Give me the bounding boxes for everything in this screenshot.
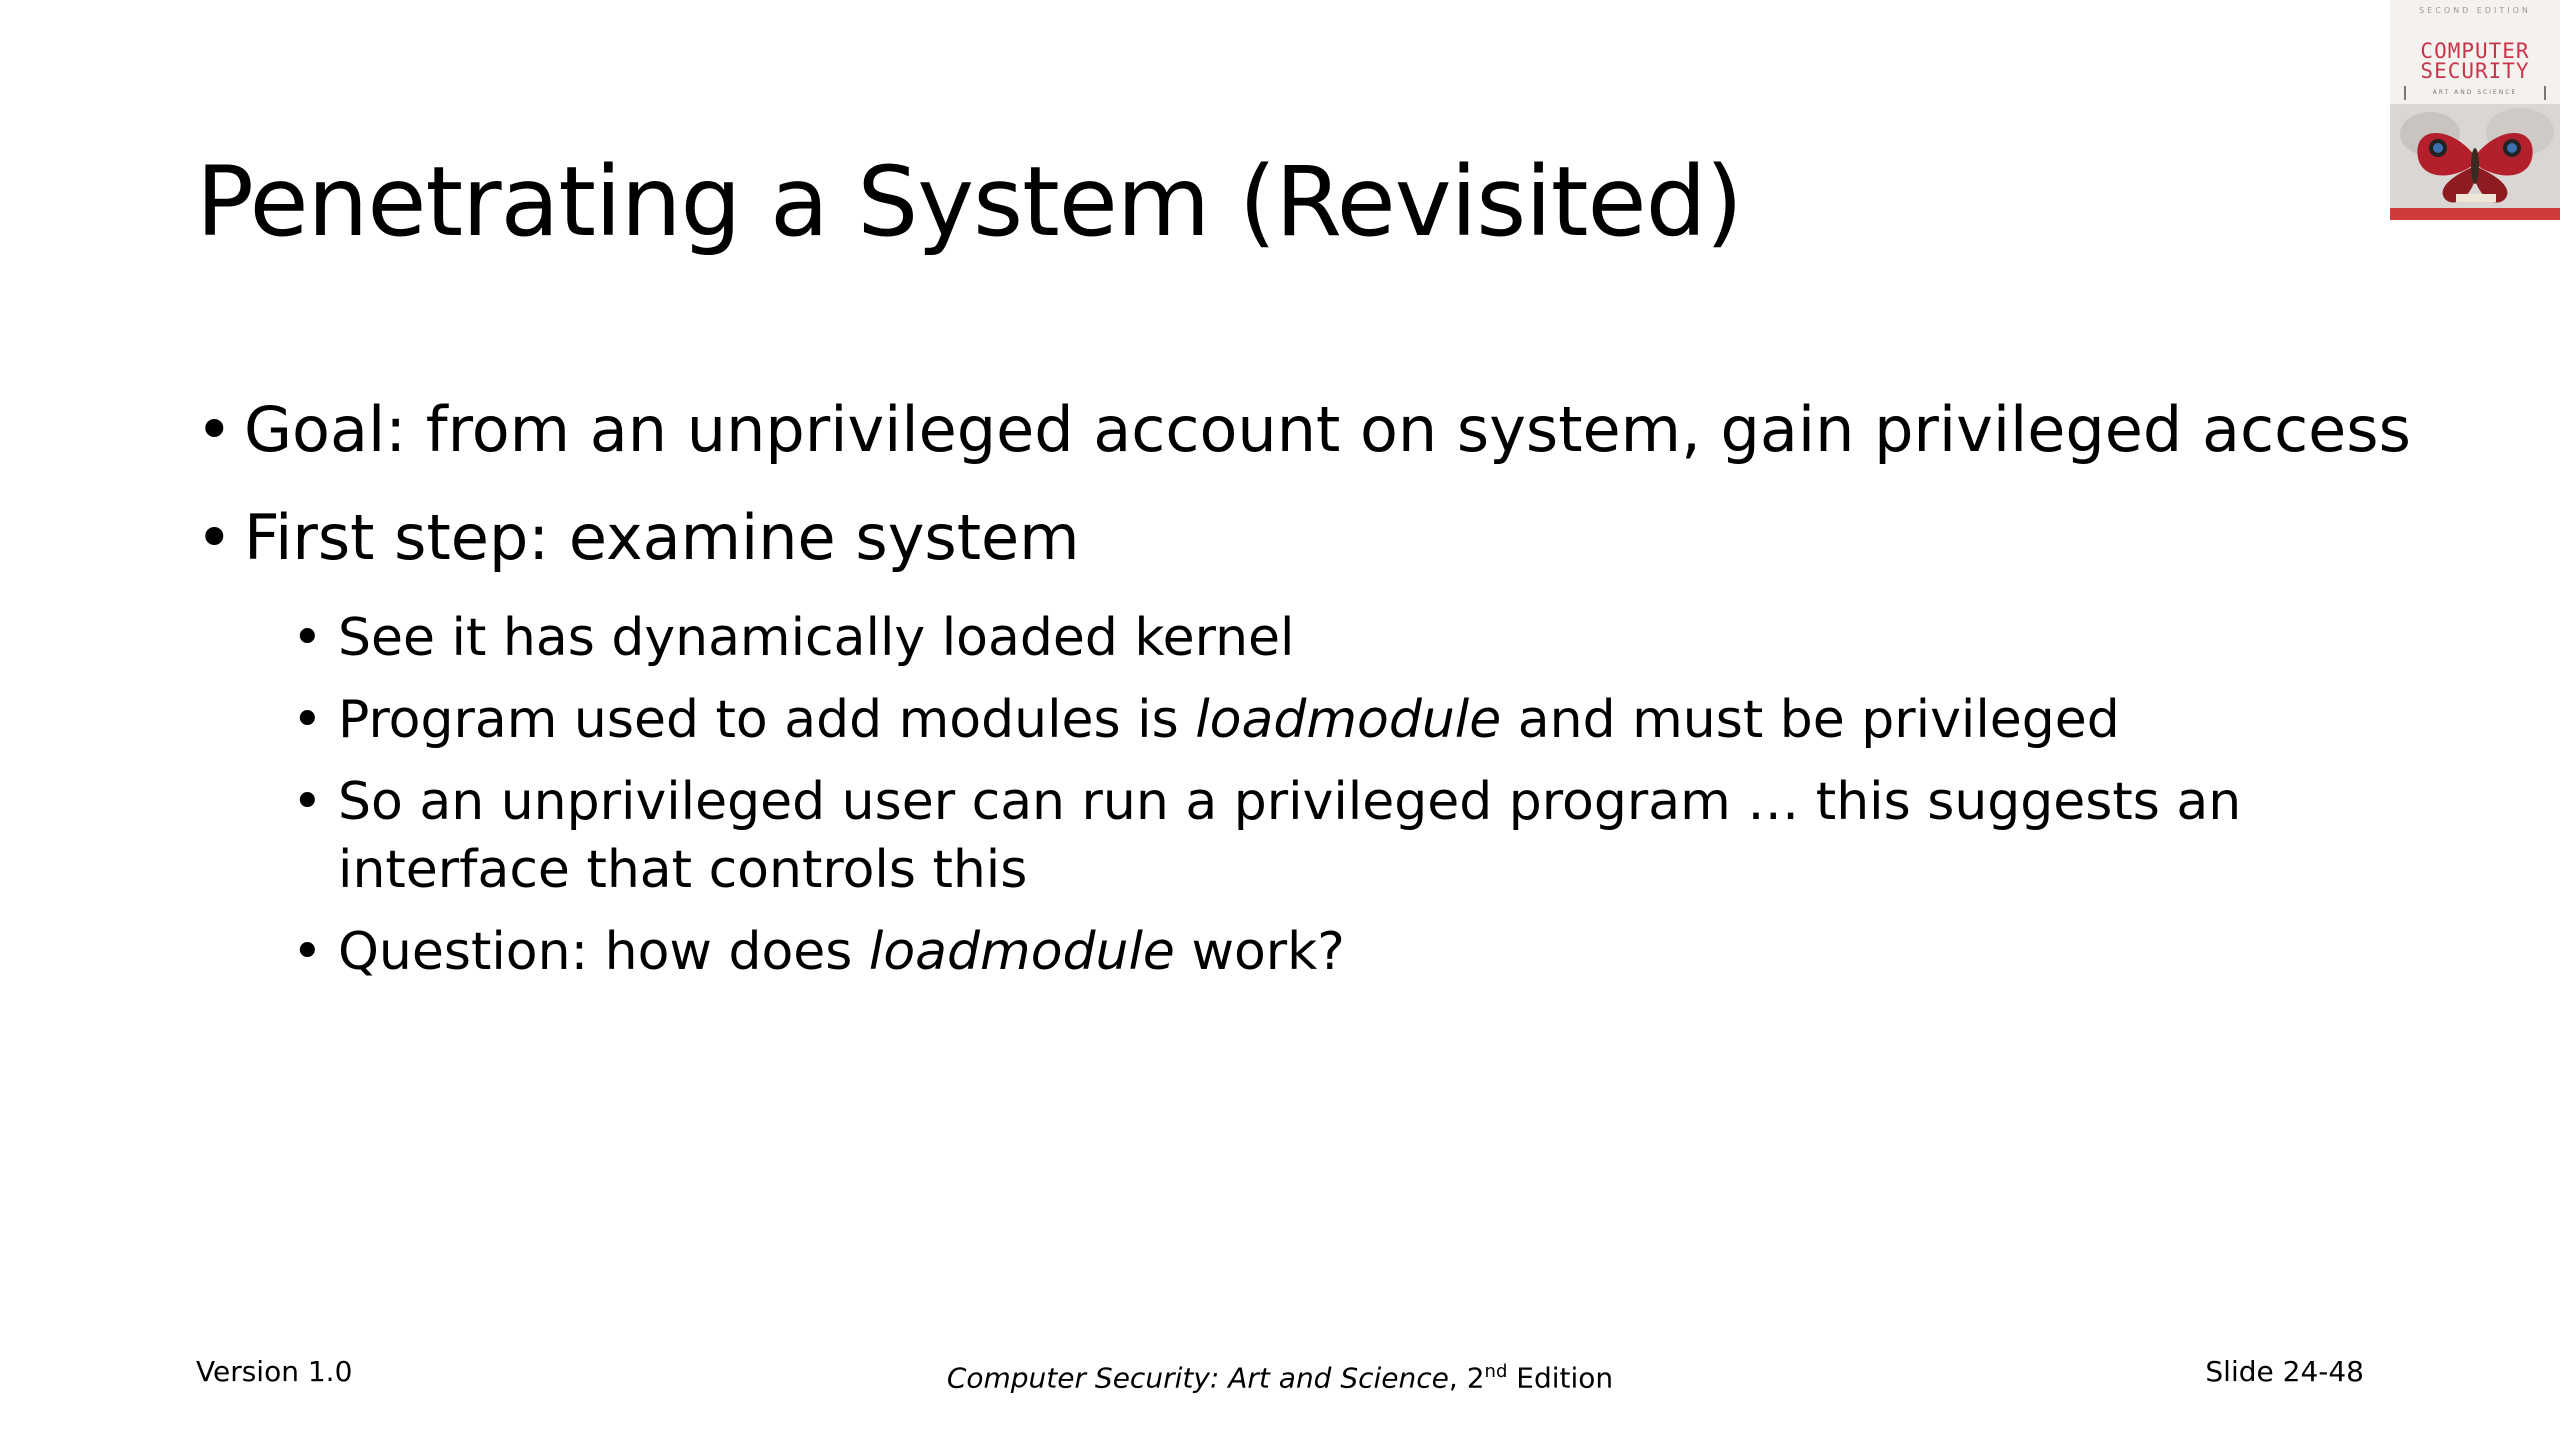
cover-title-line-1: COMPUTER	[2420, 39, 2530, 63]
bullet-text-part: work?	[1174, 922, 1345, 982]
bullet-text-part: Question: how does	[338, 922, 869, 982]
footer-book-title: Computer Security: Art and Science	[946, 1361, 1449, 1395]
cover-subtitle: ART AND SCIENCE	[2404, 86, 2546, 100]
bullet-text-part: Program used to add modules is	[338, 690, 1196, 750]
bullet-goal: • Goal: from an unprivileged account on system, gain privileged access	[196, 388, 2426, 472]
sub-bullet-question	[292, 918, 2426, 986]
footer-version: Version 1.0	[196, 1355, 353, 1388]
butterfly-illustration	[2390, 104, 2560, 220]
book-cover-image	[2390, 0, 2560, 220]
slide-content	[196, 388, 2426, 1000]
footer-edition-number: 2	[1466, 1361, 1485, 1395]
loadmodule-term: loadmodule	[868, 922, 1175, 982]
slide-title: Penetrating a System (Revisited)	[196, 146, 1742, 258]
sub-bullet-unprivileged-user: • So an unprivileged user can run a privileged program … this suggests an interface that controls this	[292, 768, 2308, 904]
sub-bullet-dynamic-kernel: • See it has dynamically loaded kernel	[292, 604, 2426, 672]
sub-bullet-loadmodule-privileged	[292, 686, 2426, 754]
cover-title-line-2: SECURITY	[2420, 59, 2530, 83]
footer-separator: ,	[1448, 1361, 1467, 1395]
footer-edition-word: Edition	[1507, 1361, 1614, 1395]
footer-slide-number: Slide 24-48	[2205, 1355, 2364, 1388]
cover-edition-text: SECOND EDITION	[2419, 6, 2531, 15]
footer-edition-suffix: nd	[1484, 1361, 1508, 1382]
bullet-first-step: • First step: examine system	[196, 496, 2426, 580]
bullet-text-part: and must be privileged	[1501, 690, 2120, 750]
footer-book-citation	[0, 1352, 2560, 1398]
loadmodule-term: loadmodule	[1195, 690, 1502, 750]
